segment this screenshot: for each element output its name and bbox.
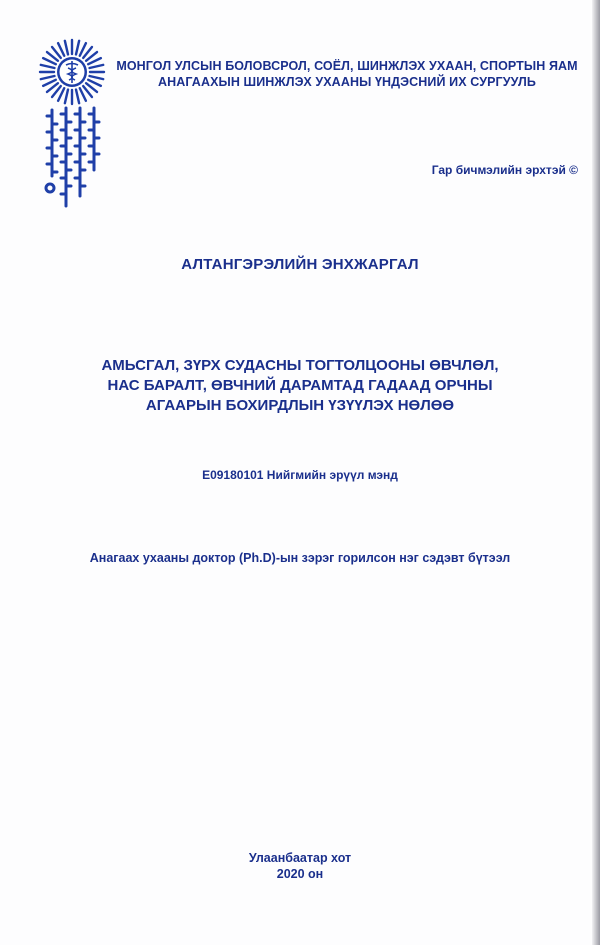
title-line: АМЬСГАЛ, ЗҮРХ СУДАСНЫ ТОГТОЛЦООНЫ ӨВЧЛӨЛ, <box>101 357 499 374</box>
university-name: АНАГААХЫН ШИНЖЛЭХ УХААНЫ ҮНДЭСНИЙ ИХ СУРГУУЛЬ <box>158 75 536 89</box>
page-edge-shadow <box>592 0 600 945</box>
specialty-code: E09180101 Нийгмийн эрүүл мэнд <box>202 468 398 482</box>
degree-statement: Анагаах ухааны доктор (Ph.D)-ын зэрэг горилсон нэг сэдэвт бүтээл <box>89 551 511 565</box>
year: 2020 он <box>276 867 324 881</box>
institution-header <box>112 58 582 90</box>
ministry-name: МОНГОЛ УЛСЫН БОЛОВСРОЛ, СОЁЛ, ШИНЖЛЭХ УХААН, СПОРТЫН ЯАМ <box>116 59 578 73</box>
place-and-year <box>0 850 600 882</box>
title-line: АГААРЫН БОХИРДЛЫН ҮЗҮҮЛЭХ НӨЛӨӨ <box>145 397 455 414</box>
dissertation-title <box>0 356 600 416</box>
university-logo-icon <box>38 38 106 106</box>
title-line: НАС БАРАЛТ, ӨВЧНИЙ ДАРАМТАД ГАДААД ОРЧНЫ <box>107 377 493 394</box>
author-name: АЛТАНГЭРЭЛИЙН ЭНХЖАРГАЛ <box>181 256 419 273</box>
copyright-notice: Гар бичмэлийн эрхтэй © <box>431 163 578 177</box>
mongolian-script-icon <box>40 106 110 214</box>
place: Улаанбаатар хот <box>248 851 352 865</box>
